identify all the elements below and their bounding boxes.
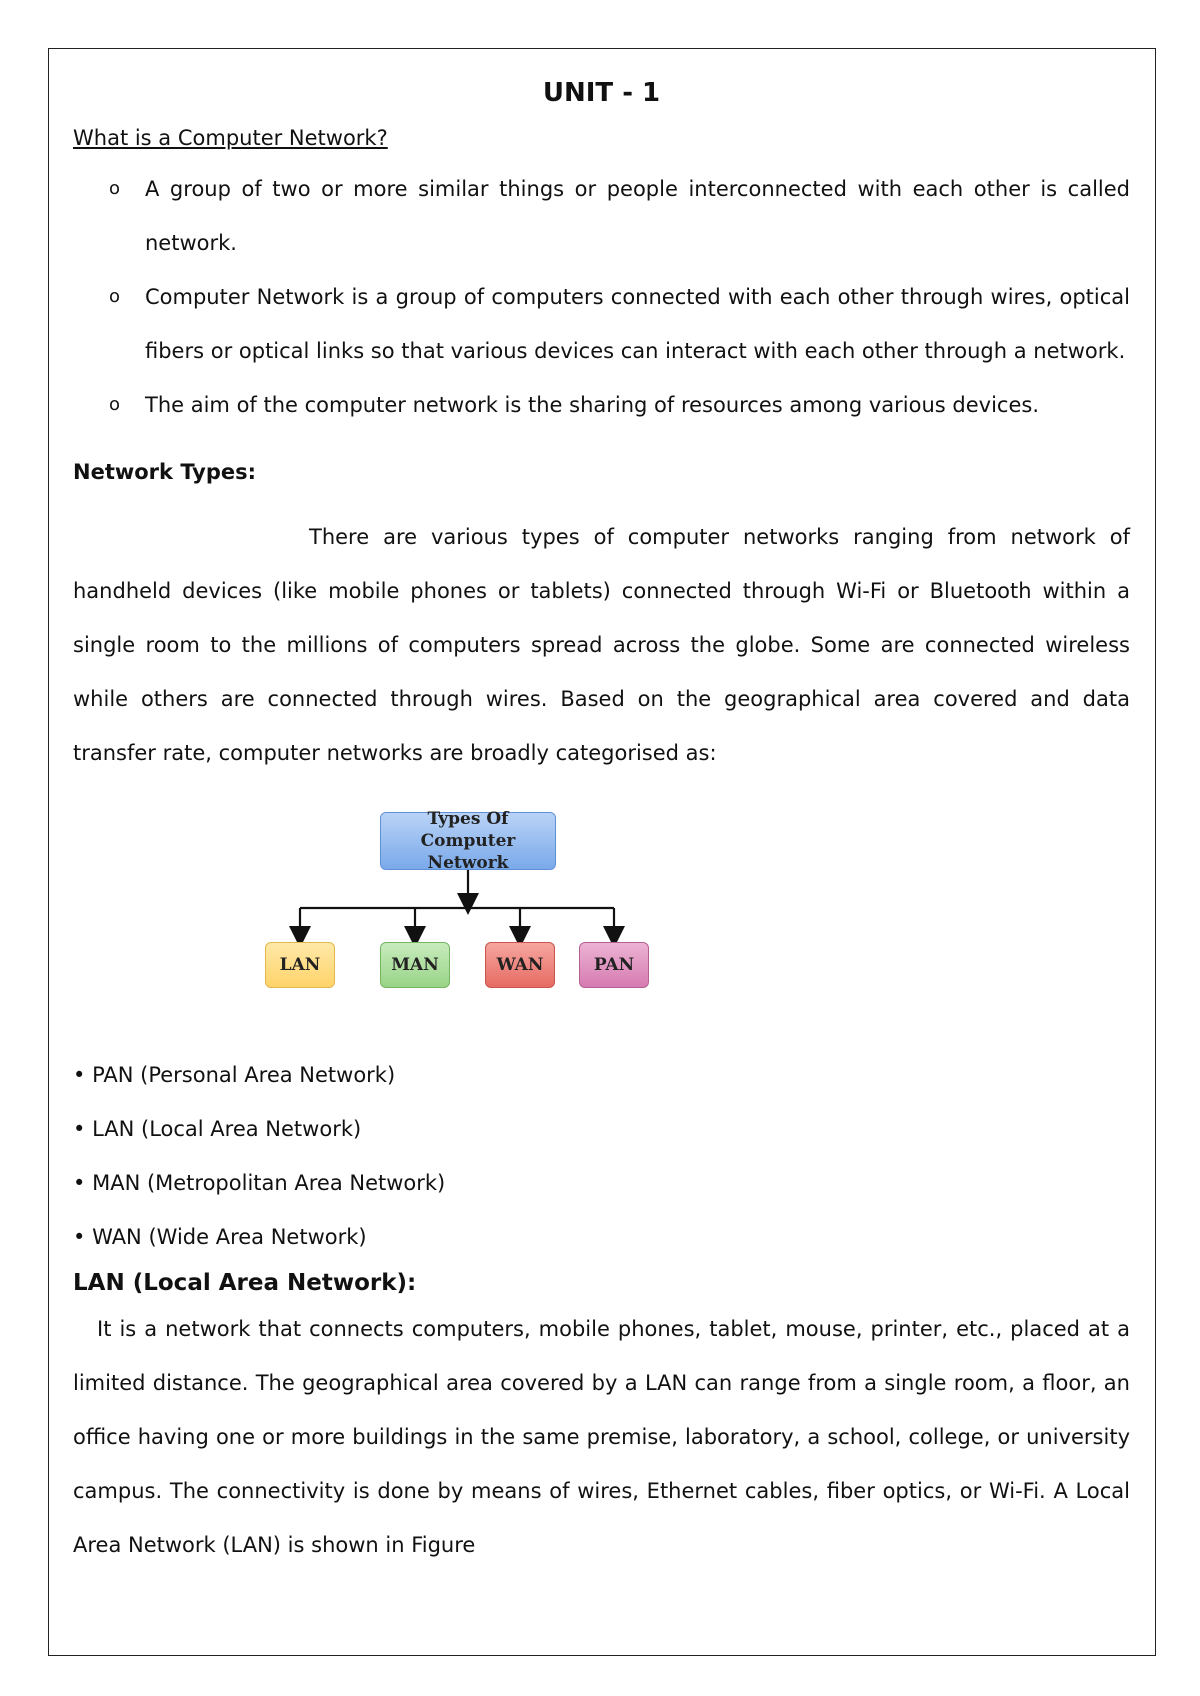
diagram-node-man: MAN	[380, 942, 450, 988]
network-types-heading: Network Types:	[73, 460, 257, 484]
unit-title: UNIT - 1	[542, 78, 661, 108]
list-item: o A group of two or more similar things or people interconnected with each other is called network.	[73, 162, 1130, 270]
diagram-connectors	[73, 794, 1130, 1034]
diagram-node-lan: LAN	[265, 942, 335, 988]
lan-paragraph: It is a network that connects computers, mobile phones, tablet, mouse, printer, etc., placed at a limited distance. The geographical area covered by a LAN can range from a single room, a floor, an office having one or more buildings in the same premise, laboratory, a school, college, or university campus. The connectivity is done by means of wires, Ethernet cables, fiber optics, or Wi-Fi. A Local Area Network (LAN) is shown in Figure	[73, 1317, 1130, 1557]
definition-list	[73, 162, 1130, 432]
what-is-network-heading: What is a Computer Network?	[73, 126, 388, 150]
bullet-marker: o	[109, 286, 121, 307]
bullet-marker: o	[109, 394, 121, 415]
document-content	[73, 70, 1130, 1572]
bullet-marker: o	[109, 178, 121, 199]
list-item: o The aim of the computer network is the sharing of resources among various devices.	[73, 378, 1130, 432]
diagram-node-pan: PAN	[579, 942, 649, 988]
network-types-paragraph: There are various types of computer networks ranging from network of handheld devices (like mobile phones or tablets) connected through Wi-Fi or Bluetooth within a single room to the millions of computers spread across the globe. Some are connected wireless while others are connected through wires. Based on the geographical area covered and data transfer rate, computer networks are broadly categorised as:	[73, 525, 1130, 765]
list-item: • WAN (Wide Area Network)	[73, 1225, 367, 1249]
network-types-diagram	[73, 794, 1130, 1034]
list-item: o Computer Network is a group of computers connected with each other through wires, optical fibers or optical links so that various devices can interact with each other through a network.	[73, 270, 1130, 378]
diagram-node-wan: WAN	[485, 942, 555, 988]
list-item: • MAN (Metropolitan Area Network)	[73, 1171, 446, 1195]
network-type-list	[73, 1048, 1130, 1264]
list-item: • PAN (Personal Area Network)	[73, 1063, 396, 1087]
list-item: • LAN (Local Area Network)	[73, 1117, 362, 1141]
diagram-root-node: Types Of Computer Network	[380, 812, 556, 870]
lan-heading: LAN (Local Area Network):	[73, 1270, 417, 1296]
